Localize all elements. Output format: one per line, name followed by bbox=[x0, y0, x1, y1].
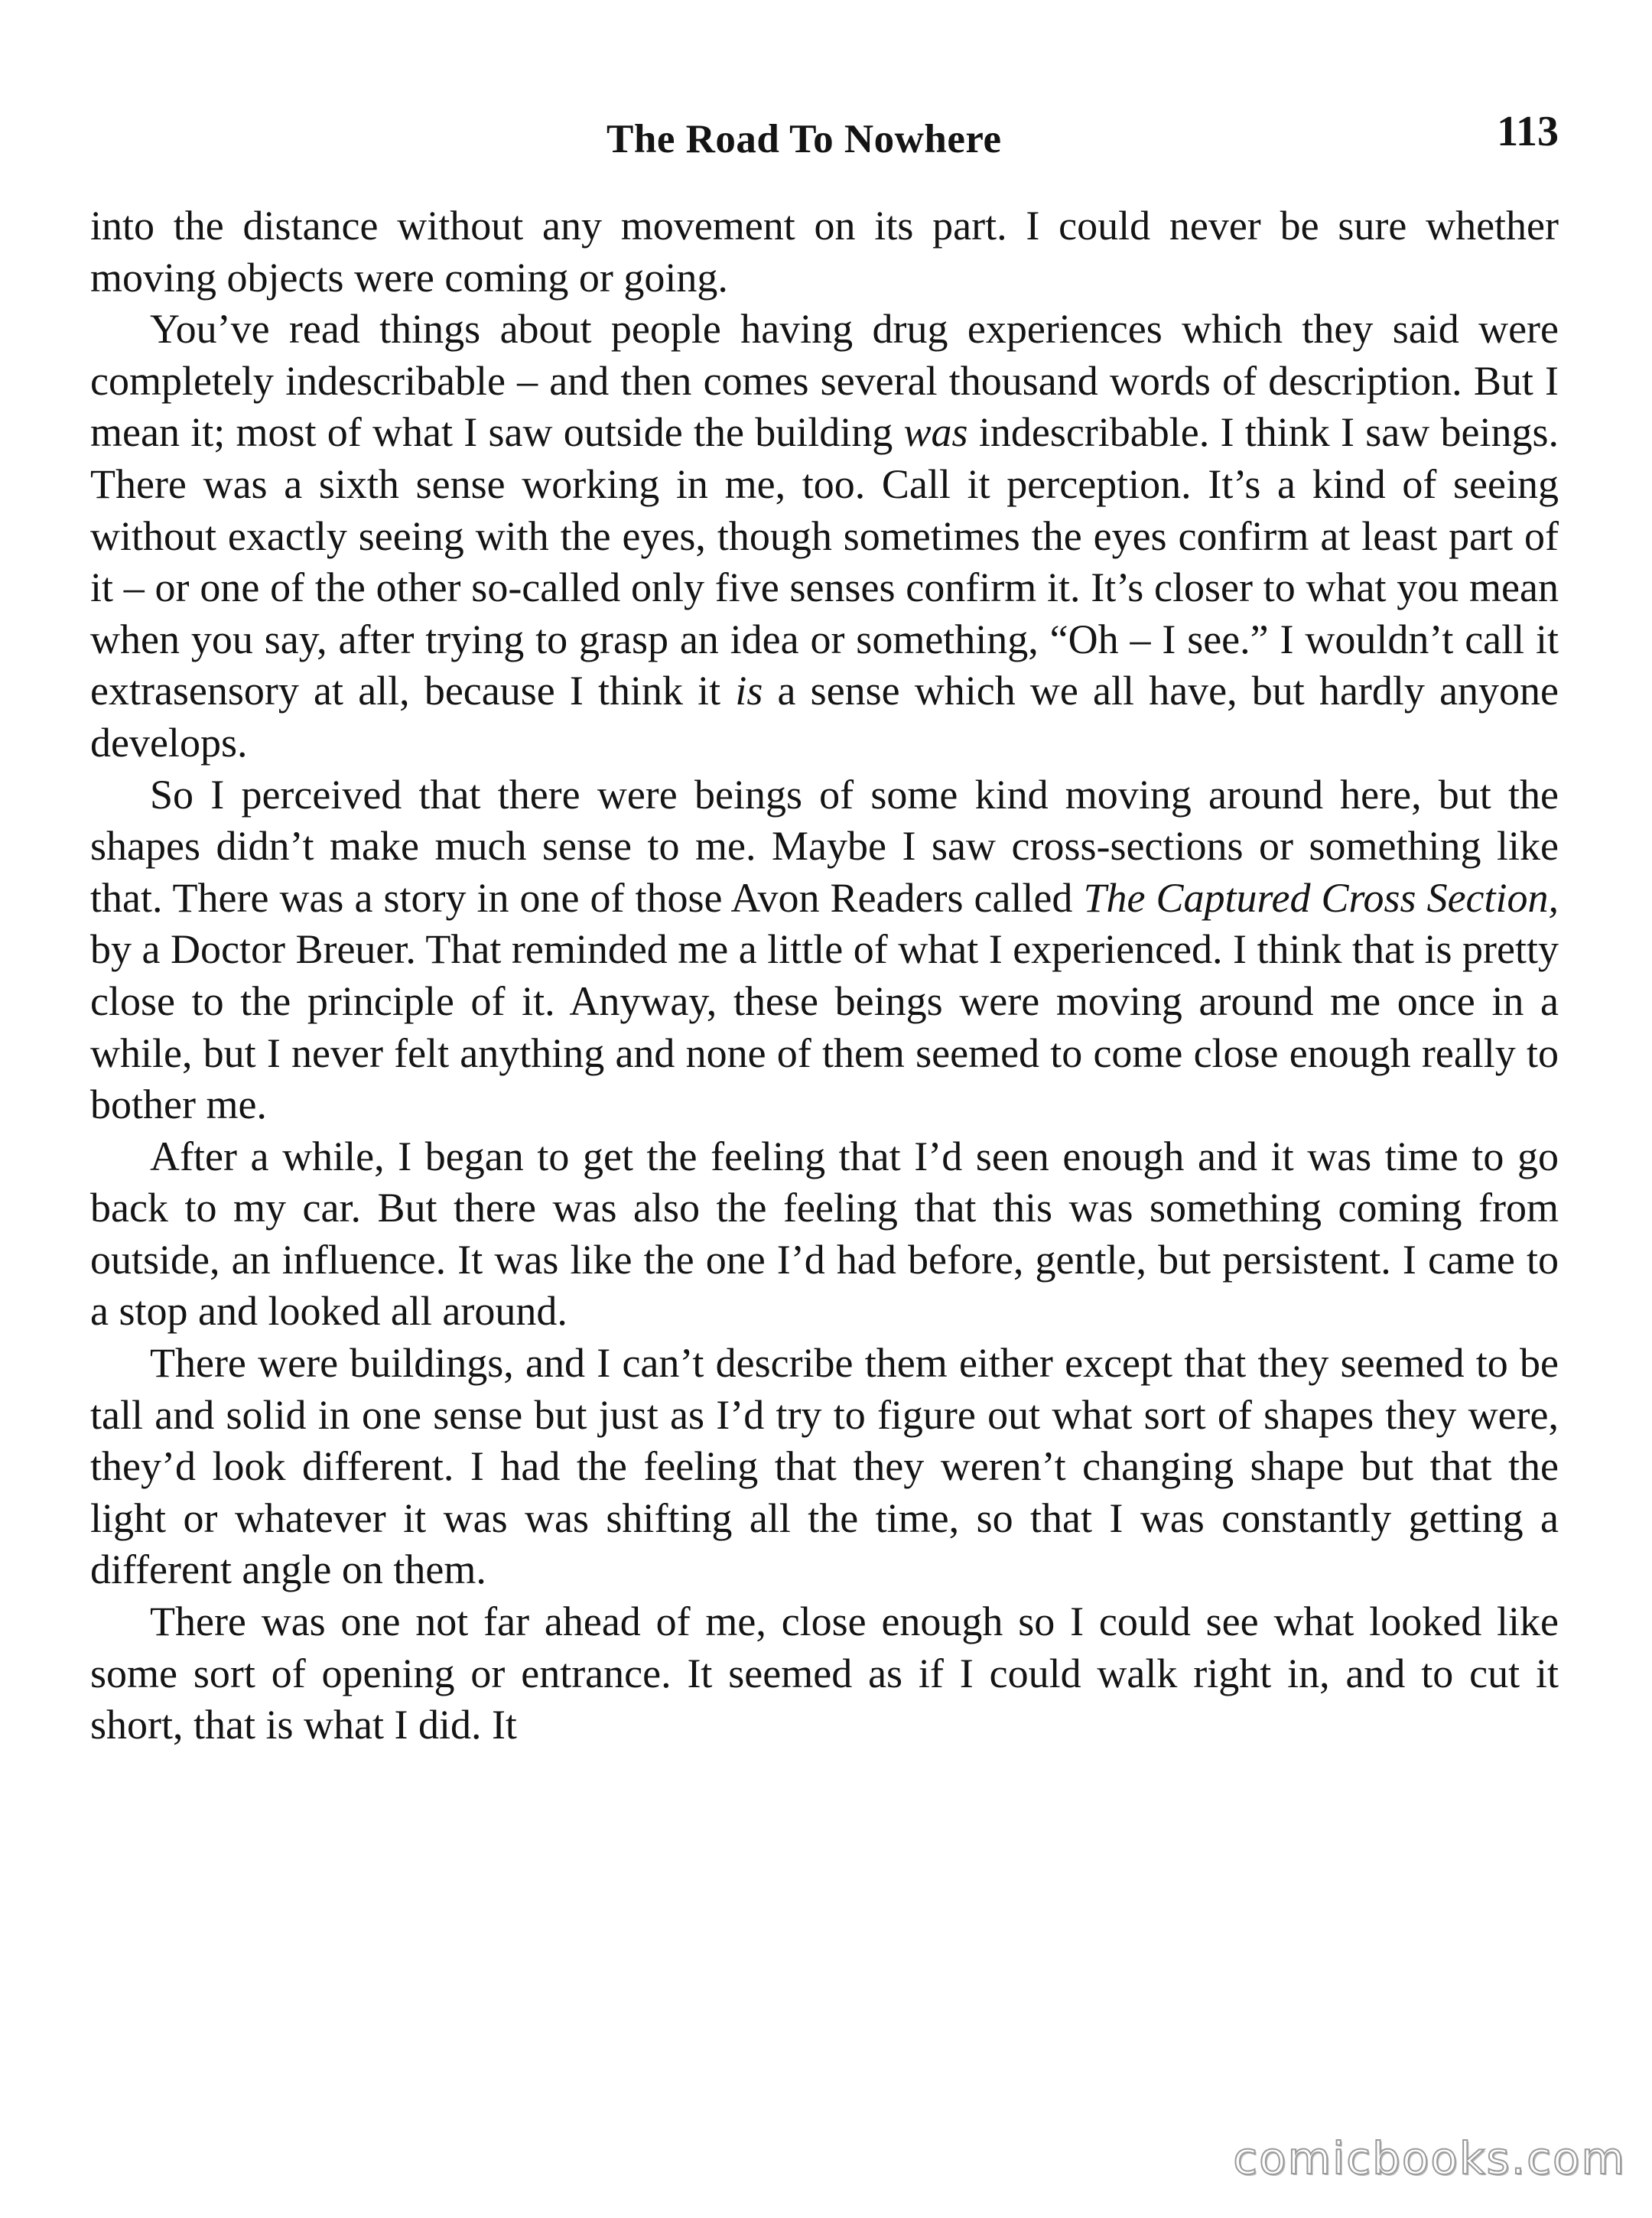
running-head bbox=[90, 107, 1559, 180]
paragraph bbox=[90, 769, 1559, 1131]
paragraph-text: by a Doctor Breuer. That reminded me a little of what I experienced. I think that is pretty close to the principle of it. Anyway, these beings were moving around me once in a while, but I never felt anything and none of them seemed to come close enough really to bother me. bbox=[90, 926, 1559, 1128]
paragraph-text: After a while, I began to get the feeling that I’d seen enough and it was time to go back to my car. But there was also the feeling that this was something coming from outside, an influence. It was like the one I’d had before, gentle, but persistent. I came to a stop and looked all around. bbox=[90, 1133, 1559, 1335]
page-number: 113 bbox=[1497, 108, 1559, 155]
paragraph bbox=[90, 200, 1559, 304]
italic-text: was bbox=[903, 409, 968, 456]
paragraph-text: a sense which we all have, but hardly anyone develops. bbox=[90, 668, 1559, 766]
paragraph-text: into the distance without any movement on its part. I could never be sure whether moving objects were coming or going. bbox=[90, 203, 1559, 301]
italic-text: The Captured Cross Section, bbox=[1083, 874, 1559, 921]
book-page bbox=[90, 107, 1559, 1751]
paragraph bbox=[90, 1596, 1559, 1751]
paragraph-text: So I perceived that there were beings of some kind moving around here, but the shapes didn’t make much sense to me. Maybe I saw cross-sections or something like that. There was a story in one of those Avon Readers called bbox=[90, 771, 1559, 921]
paragraph-text: There was one not far ahead of me, close enough so I could see what looked like some sort of opening or entrance. It seemed as if I could walk right in, and to cut it short, that is what I did. It bbox=[90, 1598, 1559, 1748]
paragraph bbox=[90, 304, 1559, 769]
paragraph-text: There were buildings, and I can’t describe them either except that they seemed to be tall and solid in one sense but just as I’d try to figure out what sort of shapes they were, they’d look different. I had the feeling that they weren’t changing shape but that the light or whatever it was was shifting all the time, so that I was constantly getting a different angle on them. bbox=[90, 1340, 1559, 1593]
italic-text: is bbox=[735, 668, 763, 714]
paragraph bbox=[90, 1131, 1559, 1338]
body-text bbox=[90, 200, 1559, 1751]
paragraph-text: indescribable. I think I saw beings. There was a sixth sense working in me, too. Call it perception. It’s a kind of seeing without exactly seeing with the eyes, though sometimes the eyes confirm at least part of it – or one of the other so-called only five senses confirm it. It’s closer to what you mean when you say, after trying to grasp an idea or something, “Oh – I see.” I wouldn’t call it extrasensory at all, because I think it bbox=[90, 409, 1559, 714]
paragraph-text: You’ve read things about people having drug experiences which they said were completely indescribable – and then comes several thousand words of description. But I mean it; most of what I saw outside the building bbox=[90, 306, 1559, 456]
paragraph bbox=[90, 1338, 1559, 1596]
running-head-title: The Road To Nowhere bbox=[606, 117, 1002, 161]
site-watermark: comicbooks.com bbox=[1233, 2132, 1626, 2184]
